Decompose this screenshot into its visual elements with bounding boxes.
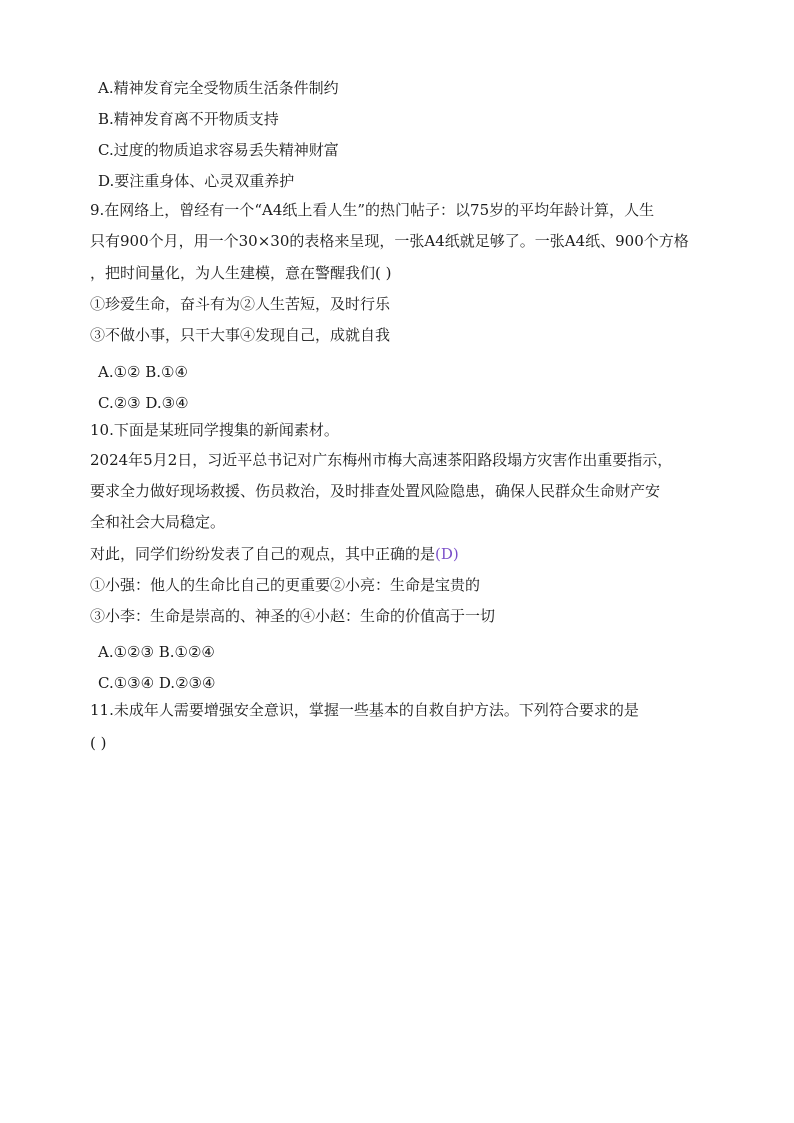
q9-options-line-1: A.①② B.①④ [98,363,188,381]
q10-material-line-1: 2024年5月2日，习近平总书记对广东梅州市梅大高速茶阳路段塌方灾害作出重要指示， [90,451,673,469]
q11-stem-line-1: 11.未成年人需要增强安全意识，掌握一些基本的自救自护方法。下列符合要求的是 [90,701,639,719]
q8-option-d: D.要注重身体、心灵双重养护 [98,172,295,190]
q10-answer-close: ) [452,545,459,563]
q10-answer-open: ( [435,545,441,563]
q9-items-line-1: ①珍爱生命，奋斗有为②人生苦短，及时行乐 [90,295,391,313]
q10-question-text: 对此，同学们纷纷发表了自己的观点，其中正确的是 [90,545,436,563]
q8-option-b: B.精神发育离不开物质支持 [98,110,279,128]
q10-items-line-1: ①小强：他人的生命比自己的更重要②小亮：生命是宝贵的 [90,576,481,594]
q10-material-line-2: 要求全力做好现场救援、伤员救治，及时排查处置风险隐患，确保人民群众生命财产安 [90,482,661,500]
q9-stem-line-2: 只有900个月，用一个30×30的表格来呈现，一张A4纸就足够了。一张A4纸、900个方格 [90,232,689,250]
q10-stem: 10.下面是某班同学搜集的新闻素材。 [90,421,339,439]
q10-question [90,544,459,564]
q9-items-line-2: ③不做小事，只干大事④发现自己，成就自我 [90,326,391,344]
q10-items-line-2: ③小李：生命是崇高的、神圣的④小赵：生命的价值高于一切 [90,607,496,625]
q9-stem-line-1: 9.在网络上，曾经有一个“A4纸上看人生”的热门帖子：以75岁的平均年龄计算，人生 [90,201,655,219]
q10-material-line-3: 全和社会大局稳定。 [90,513,226,531]
q9-options-line-2: C.②③ D.③④ [98,394,189,412]
q8-option-a: A.精神发育完全受物质生活条件制约 [98,79,339,97]
q10-answer: D [440,545,453,563]
q8-option-c: C.过度的物质追求容易丢失精神财富 [98,141,339,159]
q10-options-line-1: A.①②③ B.①②④ [98,643,215,661]
q10-options-line-2: C.①③④ D.②③④ [98,674,216,692]
q11-stem-line-2: ( ) [90,734,107,752]
q9-stem-line-3: ，把时间量化，为人生建模，意在警醒我们( ) [90,264,392,282]
